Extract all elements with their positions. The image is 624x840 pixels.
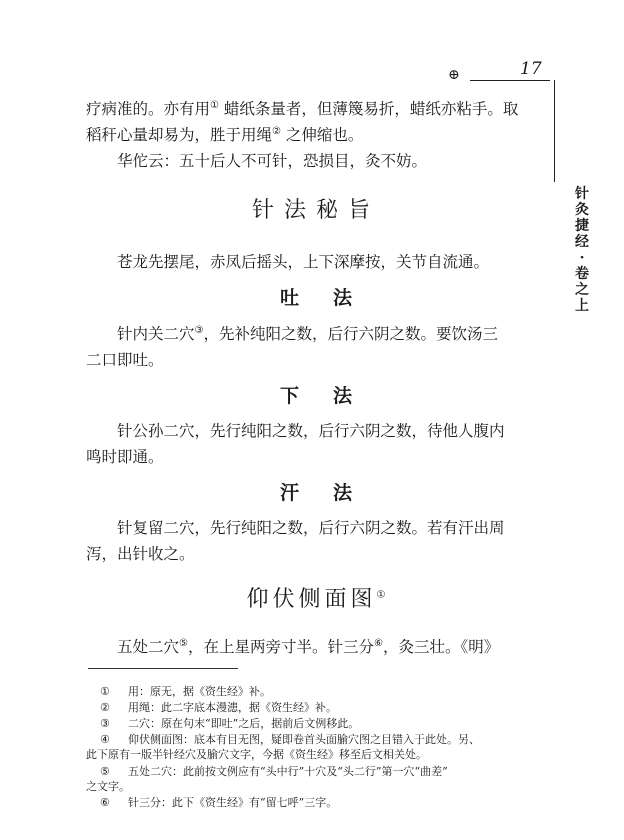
text-run: 蜡纸条量者，但薄篾易折，蜡纸亦粘手。取 [218, 100, 519, 118]
footnote-rule [88, 668, 238, 669]
side-title-char: 上 [575, 298, 589, 314]
heading-char: 吐 [279, 287, 299, 309]
footnote-item [86, 732, 556, 747]
side-title-char: 捷 [575, 218, 589, 234]
side-title-char: 经 [575, 234, 589, 250]
heading-xia-fa [86, 385, 546, 407]
footnote-mark: ⑤ [179, 637, 188, 649]
text-run: 针内关二穴 [117, 325, 195, 343]
text-run: ，先补纯阳之数，后行六阴之数。要饮汤三 [203, 325, 498, 343]
side-running-title [572, 186, 592, 314]
side-title-char: 卷 [575, 266, 589, 282]
heading-char: 下 [279, 385, 299, 407]
footnote-number: ④ [100, 733, 110, 746]
footnote-mark: ① [376, 589, 386, 601]
paragraph-han [86, 515, 546, 567]
heading-char: 法 [333, 385, 353, 407]
text-run: ，灸三壮。《明》 [382, 638, 500, 656]
heading-char: 法 [333, 287, 353, 309]
heading-han-fa [86, 482, 546, 504]
footnote-item [86, 795, 556, 810]
side-title-char: 之 [575, 282, 589, 298]
heading-tu-fa [86, 287, 546, 309]
heading-text: 仰伏侧面图 [246, 587, 377, 612]
footnote-mark: ⑥ [374, 637, 383, 649]
footnote-item-continued [86, 779, 556, 794]
footnote-item [86, 700, 556, 715]
footnote-text: 用绳：此二字底本漫漶，据《资生经》补。 [128, 701, 337, 714]
footnote-item [86, 764, 556, 779]
footnote-mark: ② [272, 125, 281, 137]
text-run: 稻秆心量却易为，胜于用绳 [86, 126, 273, 144]
text-run: 二口即吐。 [86, 351, 164, 369]
header-rule [470, 80, 550, 81]
paragraph-huatuo: 华佗云：五十后人不可针，恐损目，灸不妨。 [117, 152, 428, 170]
footnote-text: 针三分：此下《资生经》有“留七呼”三字。 [128, 796, 338, 809]
paragraph-wuchu [86, 634, 546, 660]
section-title-figure [86, 587, 546, 613]
footnote-mark: ③ [194, 324, 204, 336]
footnote-text: 用：原无，据《资生经》补。 [128, 685, 271, 698]
footnote-number: ③ [100, 717, 110, 730]
side-title-char: 针 [575, 186, 589, 202]
heading-char: 法 [333, 482, 353, 504]
side-title-char: · [579, 250, 585, 266]
footnote-number: ⑤ [100, 765, 110, 778]
text-run: 鸣时即通。 [86, 448, 164, 466]
side-title-char: 灸 [575, 202, 589, 218]
side-rule [554, 80, 555, 182]
text-run: 针公孙二穴，先行纯阳之数，后行六阴之数，待他人腹内 [117, 422, 505, 440]
footnote-number: ② [100, 701, 110, 714]
paragraph-verse: 苍龙先摆尾，赤凤后摇头，上下深摩按，关节自流通。 [117, 253, 490, 271]
footnote-text: 五处二穴：此前按文例应有“头中行”十穴及“头二行”第一穴“曲差” [128, 765, 448, 778]
text-run: 泻，出针收之。 [86, 545, 195, 563]
paragraph-tu [86, 321, 546, 373]
text-run: 五处二穴 [117, 638, 180, 656]
footnote-text: 之文字。 [86, 780, 130, 793]
text-run: 疗病准的。亦有用 [86, 100, 211, 118]
section-title-main: 针法秘旨 [251, 198, 380, 223]
footnote-item [86, 716, 556, 731]
text-run: ，在上星两旁寸半。针三分 [187, 638, 374, 656]
footnote-mark: ① [210, 99, 219, 111]
footnote-number: ⑥ [100, 796, 110, 809]
page-number: 17 [520, 59, 542, 79]
footnote-number: ① [100, 685, 110, 698]
footnote-text: 二穴：原在句末“即吐”之后，据前后文例移此。 [128, 717, 360, 730]
footnote-text: 仰伏侧面图：底本有目无图，疑即卷首头面腧穴图之目错入于此处。另、 [128, 733, 480, 746]
footnote-item-continued [86, 747, 556, 762]
heading-char: 汗 [279, 482, 299, 504]
paragraph-opening [86, 96, 546, 148]
footnote-item [86, 684, 556, 699]
text-run: 之伸缩也。 [280, 126, 364, 144]
paragraph-xia [86, 418, 546, 470]
text-run: 针复留二穴，先行纯阳之数，后行六阴之数。若有汗出周 [117, 519, 505, 537]
footnote-text: 此下原有一版半针经穴及腧穴文字，今据《资生经》移至后文相关处。 [86, 748, 427, 761]
header-ornament-icon: ⊕ [448, 67, 460, 83]
